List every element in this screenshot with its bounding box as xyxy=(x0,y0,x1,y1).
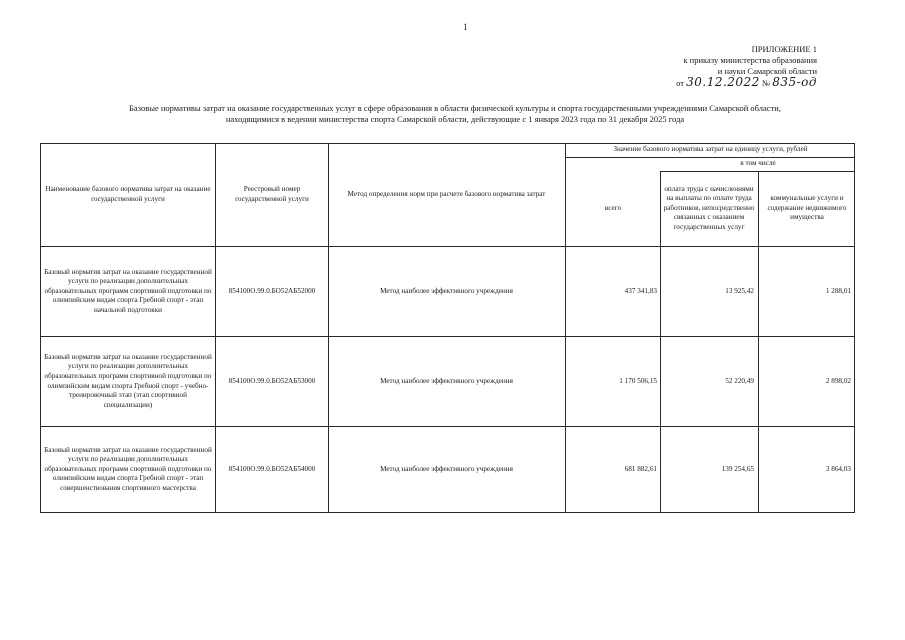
row3-name: Базовый норматив затрат на оказание государственной услуги по реализации дополнительных образовательных программ спортивной подготовки по олимпийским видам спорта Гребной спорт - этап совершенствования спортивного мастерства xyxy=(44,445,212,492)
col-divider-2 xyxy=(328,143,329,513)
col-divider-3 xyxy=(565,143,566,513)
col-divider-5 xyxy=(758,171,759,513)
row1-salary: 13 925,42 xyxy=(725,286,754,295)
row2-salary: 52 220,49 xyxy=(725,376,754,385)
row3-total: 681 882,61 xyxy=(624,464,657,473)
col-divider-1 xyxy=(215,143,216,513)
date-prefix: от xyxy=(676,78,684,88)
header-salary: оплата труда с начислениями на выплаты по оплате труда работников, непосредственно связанных с оказанием государственных услуг xyxy=(663,184,755,231)
row3-salary: 139 254,65 xyxy=(721,464,754,473)
row1-method: Метод наиболее эффективного учреждения xyxy=(380,286,513,295)
row2-total: 1 170 506,15 xyxy=(619,376,657,385)
header-method: Метод определения норм при расчете базового норматива затрат xyxy=(347,189,546,198)
row1-total: 437 341,83 xyxy=(624,286,657,295)
appendix-signature-line xyxy=(597,77,817,89)
row2-method: Метод наиболее эффективного учреждения xyxy=(380,376,513,385)
document-title-line2: находящимися в ведении министерства спорта Самарской области, действующие с 1 января 2023 года по 31 декабря 2025 года xyxy=(225,114,685,124)
row2-utilities: 2 898,02 xyxy=(825,376,851,385)
document-title xyxy=(40,103,870,125)
row1-registry: 854100О.99.0.БО52АБ52000 xyxy=(228,286,316,295)
row3-method: Метод наиболее эффективного учреждения xyxy=(380,464,513,473)
table-bottom-border xyxy=(40,512,855,513)
col-right-border xyxy=(854,143,855,513)
header-including: в том числе xyxy=(740,159,776,168)
number-prefix: № xyxy=(761,78,771,88)
appendix-block xyxy=(597,44,817,89)
order-number: 835-од xyxy=(772,75,817,89)
appendix-line1: к приказу министерства образования xyxy=(683,55,817,65)
order-date: 30.12.2022 xyxy=(686,75,760,89)
document-title-line1: Базовые нормативы затрат на оказание государственных услуг в сфере образования в области физической культуры и спорта государственными учреждениями Самарской области, xyxy=(129,103,781,113)
normatives-table xyxy=(40,143,855,513)
col-divider-4 xyxy=(660,171,661,513)
row3-utilities: 3 864,03 xyxy=(825,464,851,473)
header-value-group: Значение базового норматива затрат на единицу услуги, рублей xyxy=(613,145,808,154)
page-number: 1 xyxy=(463,22,468,32)
row3-registry: 854100О.99.0.БО52АБ54000 xyxy=(228,464,316,473)
row2-registry: 854100О.99.0.БО52АБ53000 xyxy=(228,376,316,385)
header-registry: Реестровый номер государственной услуги xyxy=(235,184,309,203)
row1-name: Базовый норматив затрат на оказание государственной услуги по реализации дополнительных образовательных программ спортивной подготовки по олимпийским видам спорта Гребной спорт - этап начальной подготовки xyxy=(44,267,212,314)
row1-utilities: 1 288,01 xyxy=(825,286,851,295)
col-left-border xyxy=(40,143,41,513)
appendix-title: ПРИЛОЖЕНИЕ 1 xyxy=(751,44,817,54)
header-utilities: коммунальные услуги и содержание недвижимого имущества xyxy=(767,194,847,222)
header-total: всего xyxy=(604,203,622,212)
appendix-line2: и науки Самарской области xyxy=(717,66,817,76)
header-name: Наименование базового норматива затрат на оказание государственной услуги xyxy=(45,184,211,203)
row2-name: Базовый норматив затрат на оказание государственной услуги по реализации дополнительных образовательных программ спортивной подготовки по олимпийским видам спорта Гребной спорт - учебно-тренировочный этап (этап спортивной специализации) xyxy=(44,352,212,409)
